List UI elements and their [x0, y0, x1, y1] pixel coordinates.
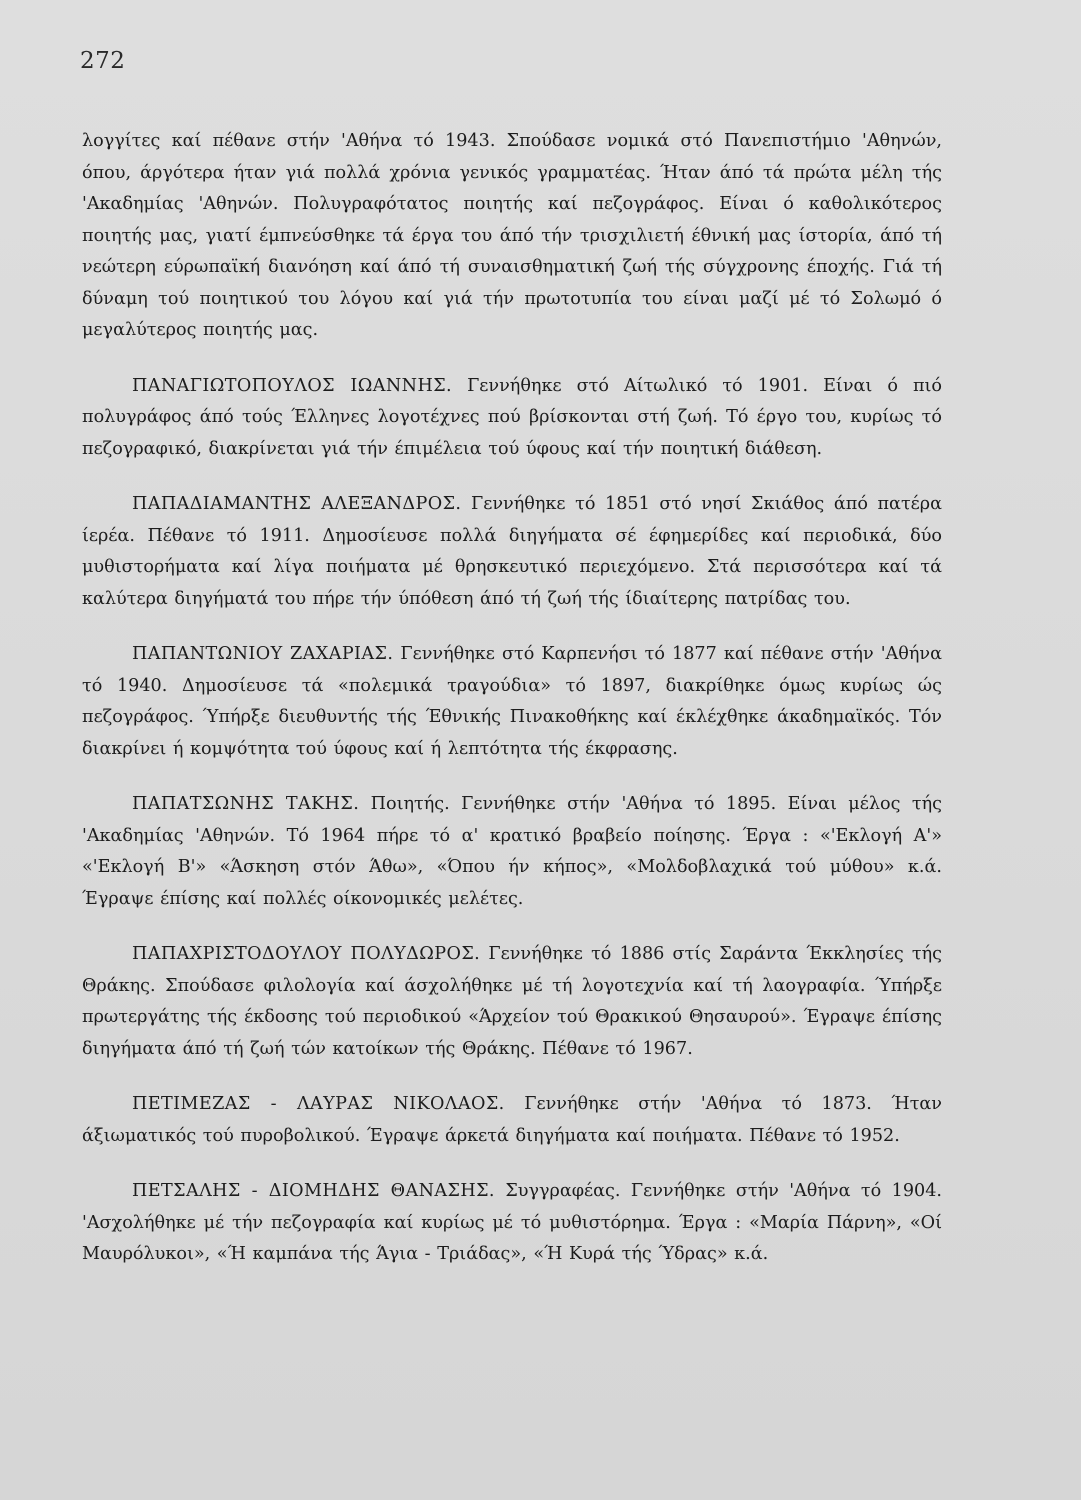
entry-papatsonis [82, 789, 942, 915]
entry-text: Γεννήθηκε τό 1851 στό νησί Σκιάθος άπό πατέρα ίερέα. Πέθανε τό 1911. Δημοσίευσε πολλά διηγήματα σέ έφημερίδες καί περιοδικά, δύο μυθιστορήματα καί λίγα ποιήματα μέ θρησκευτικό περιεχόμενο. Στά περισσότερα καί τά καλύτερα διηγήματά του πήρε τήν ύπόθεση άπό τή ζωή τής ίδιαίτερης πατρίδας του. [82, 494, 943, 609]
entry-petsalis-diomidis [82, 1176, 942, 1271]
text-body [82, 126, 942, 1271]
entry-text: Ποιητής. Γεννήθηκε στήν 'Αθήνα τό 1895. Είναι μέλος τής 'Ακαδημίας 'Αθηνών. Τό 1964 πήρε τό α' κρατικό βραβείο ποίησης. Έργα : «'Εκλογή Α'» «'Εκλογή Β'» «Άσκηση στόν Άθω», «Όπου ήν κήπος», «Μολδοβλαχικά τού μύθου» κ.ά. Έγραψε έπίσης καί πολλές οίκονομικές μελέτες. [82, 794, 942, 909]
entry-name: ΠΑΠΑΔΙΑΜΑΝΤΗΣ ΑΛΕΞΑΝΔΡΟΣ. [132, 494, 462, 514]
entry-name: ΠΕΤΙΜΕΖΑΣ - ΛΑΥΡΑΣ ΝΙΚΟΛΑΟΣ. [132, 1094, 505, 1114]
entry-text: Γεννήθηκε στό Καρπενήσι τό 1877 καί πέθανε στήν 'Αθήνα τό 1940. Δημοσίευσε τά «πολεμικά τραγούδια» τό 1897, διακρίθηκε όμως κυρίως ώς πεζογράφος. Ύπήρξε διευθυντής τής Έθνικής Πινακοθήκης καί έκλέχθηκε άκαδημαϊκός. Τόν διακρίνει ή κομψότητα τού ύφους καί ή λεπτότητα τής έκφρασης. [82, 644, 942, 759]
entry-text: Γεννήθηκε στήν 'Αθήνα τό 1873. Ήταν άξιωματικός τού πυροβολικού. Έγραψε άρκετά διηγήματα καί ποιήματα. Πέθανε τό 1952. [82, 1094, 943, 1146]
entry-papantoniou [82, 639, 942, 765]
entry-text: Γεννήθηκε στό Αίτωλικό τό 1901. Είναι ό πιό πολυγράφος άπό τούς Έλληνες λογοτέχνες πού βρίσκονται στή ζωή. Τό έργο του, κυρίως τό πεζογραφικό, διακρίνεται γιά τήν έπιμέλεια τού ύφους καί τήν ποιητική διάθεση. [82, 375, 942, 459]
entry-panagiotopoulos [82, 371, 942, 466]
entry-papadiamantis [82, 489, 942, 615]
entry-text: Συγγραφέας. Γεννήθηκε στήν 'Αθήνα τό 1904. 'Ασχολήθηκε μέ τήν πεζογραφία καί κυρίως μέ τό μυθιστόρημα. Έργα : «Μαρία Πάρνη», «Οί Μαυρόλυκοι», «Ή καμπάνα τής Άγια - Τριάδας», «Ή Κυρά τής Ύδρας» κ.ά. [82, 1181, 942, 1264]
intro-paragraph: λογγίτες καί πέθανε στήν 'Αθήνα τό 1943. Σπούδασε νομικά στό Πανεπιστήμιο 'Αθηνών, όπου, άργότερα ήταν γιά πολλά χρόνια γενικός γραμματέας. Ήταν άπό τά πρώτα μέλη τής 'Ακαδημίας 'Αθηνών. Πολυγραφότατος ποιητής καί πεζογράφος. Είναι ό καθολικότερος ποιητής μας, γιατί έμπνεύσθηκε τά έργα του άπό τήν τρισχιλιετή έθνική μας ίστορία, άπό τή νεώτερη εύρωπαϊκή διανόηση καί άπό τή συναισθηματική ζωή τής σύγχρονης έποχής. Γιά τή δύναμη τού ποιητικού του λόγου καί γιά τήν πρωτοτυπία του είναι μαζί μέ τό Σολωμό ό μεγαλύτερος ποιητής μας. [82, 131, 942, 340]
entry-name: ΠΑΝΑΓΙΩΤΟΠΟΥΛΟΣ ΙΩΑΝΝΗΣ. [132, 375, 453, 396]
entry-petimezas-lavras [82, 1089, 942, 1152]
entry-text: Γεννήθηκε τό 1886 στίς Σαράντα Έκκλησίες τής Θράκης. Σπούδασε φιλολογία καί άσχολήθηκε μέ τή λογοτεχνία καί τή λαογραφία. Ύπήρξε πρωτεργάτης τής έκδοσης τού περιοδικού «Άρχείον τού Θρακικού Θησαυρού». Έγραψε έπίσης διηγήματα άπό τή ζωή τών κατοίκων τής Θράκης. Πέθανε τό 1967. [82, 944, 943, 1059]
entry-name: ΠΑΠΑΤΣΩΝΗΣ ΤΑΚΗΣ. [132, 794, 360, 814]
page-number: 272 [80, 48, 126, 74]
entry-name: ΠΑΠΑΝΤΩΝΙΟΥ ΖΑΧΑΡΙΑΣ. [132, 644, 394, 664]
entry-name: ΠΑΠΑΧΡΙΣΤΟΔΟΥΛΟΥ ΠΟΛΥΔΩΡΟΣ. [132, 944, 481, 964]
entry-papachristodoulou [82, 939, 942, 1065]
entry-name: ΠΕΤΣΑΛΗΣ - ΔΙΟΜΗΔΗΣ ΘΑΝΑΣΗΣ. [132, 1181, 495, 1201]
